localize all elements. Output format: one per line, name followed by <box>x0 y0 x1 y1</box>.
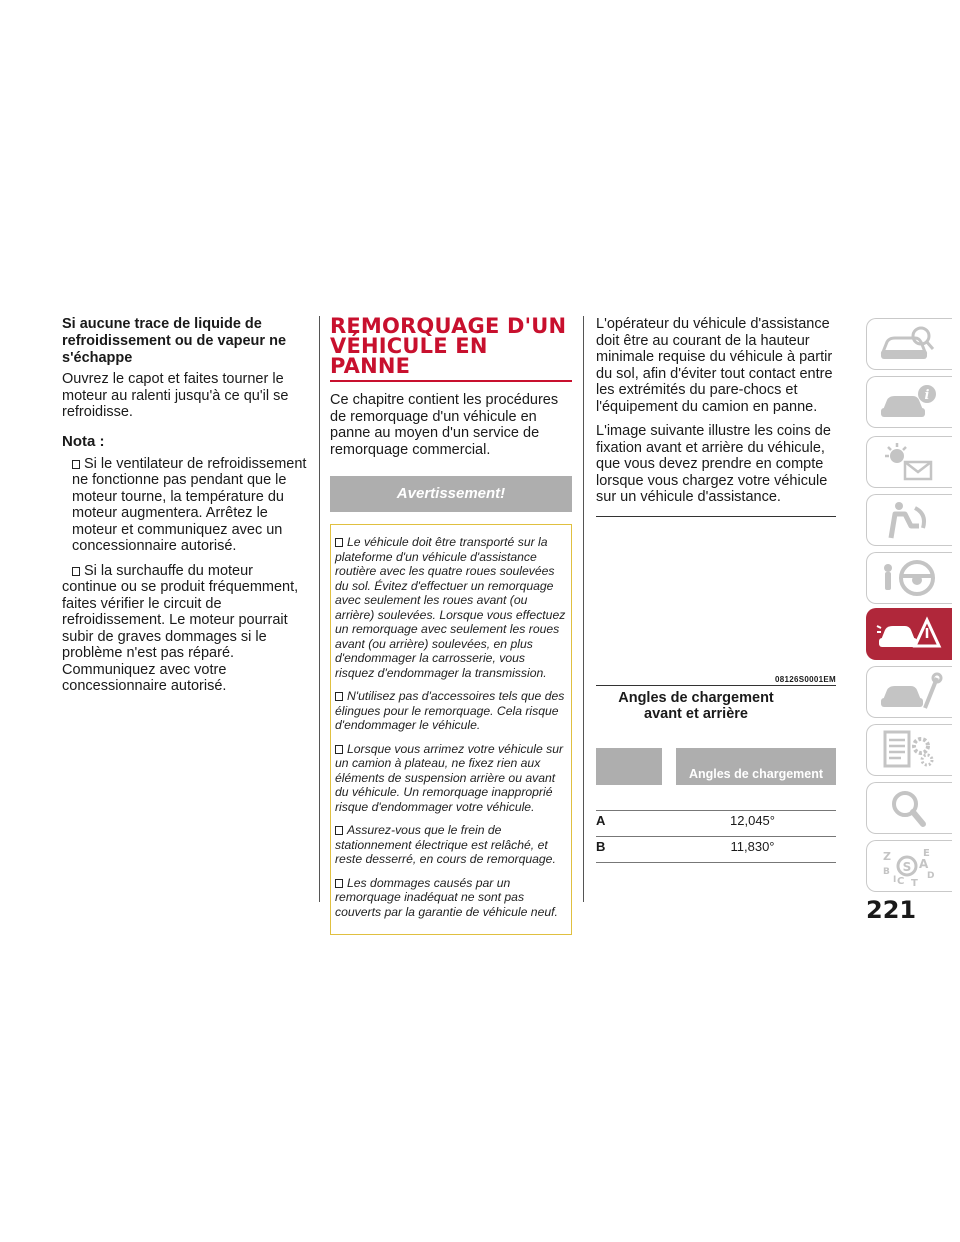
tab-car-info[interactable] <box>866 376 952 428</box>
magnifier-icon <box>875 786 945 830</box>
car-search-icon <box>875 322 945 366</box>
page-number: 221 <box>866 896 917 924</box>
chapter-title-line1: REMORQUAGE D'UN <box>330 314 567 338</box>
paragraph: L'image suivante illustre les coins de fixation avant et arrière du véhicule, que vous devez prendre en compte lorsque vous chargez votre véhicule sur un véhicule d'assistance. <box>596 423 831 505</box>
warning-box <box>330 524 572 935</box>
svg-text:I: I <box>892 875 896 885</box>
column-middle <box>330 316 572 935</box>
column-divider <box>583 316 584 902</box>
nota-label: Nota : <box>62 432 105 450</box>
figure-image-area <box>596 517 836 675</box>
checkbox-bullet-icon <box>335 879 343 888</box>
bullet-item <box>62 456 308 555</box>
alphabet-index-icon <box>875 844 945 888</box>
tab-key-steering[interactable] <box>866 552 952 604</box>
figure-caption-line1: Angles de chargement <box>618 689 774 706</box>
seat-airbag-icon <box>875 498 945 542</box>
bullet-text: Si le ventilateur de refroidissement ne fonctionne pas pendant que le moteur tourne, la température du moteur augmentera. Arrêtez le moteur et communiquez avec un concessionnaire autorisé. <box>72 455 307 554</box>
bullet-text: Si la surchauffe du moteur continue ou se produit fréquemment, faites vérifier le circuit de refroidissement. Le moteur pourrait subir de graves dommages si le problème n'est pas réparé. Communiquez avec votre concessionnaire autorisé. <box>62 562 299 694</box>
car-wrench-icon <box>875 670 945 714</box>
checkbox-bullet-icon <box>72 460 80 469</box>
tab-technical-data[interactable] <box>866 724 952 776</box>
warning-lights-message-icon <box>875 440 945 484</box>
column-left <box>62 316 308 703</box>
warning-item <box>335 823 567 867</box>
tab-car-service[interactable] <box>866 666 952 718</box>
warning-text: Les dommages causés par un remorquage inadéquat ne sont pas couverts par la garantie de véhicule neuf. <box>335 875 558 919</box>
checkbox-bullet-icon <box>335 538 343 547</box>
checkbox-bullet-icon <box>335 745 343 754</box>
row-value: 12,045° <box>669 810 836 836</box>
section-heading: Si aucune trace de liquide de refroidissement ou de vapeur ne s'échappe <box>62 316 287 366</box>
tab-car-search[interactable] <box>866 318 952 370</box>
table-header-rule <box>596 785 836 811</box>
svg-text:Z: Z <box>882 850 891 863</box>
tab-breakdown[interactable] <box>866 608 952 660</box>
column-right <box>596 316 836 863</box>
row-label: B <box>596 836 669 862</box>
svg-text:A: A <box>918 857 928 871</box>
intro-paragraph: Ce chapitre contient les procédures de remorquage d'un véhicule en panne au moyen d'un service de remorquage commercial. <box>330 392 559 458</box>
row-value: 11,830° <box>669 836 836 862</box>
warning-text: Assurez-vous que le frein de stationnement électrique est relâché, et reste desserré, en cours de remorquage. <box>335 823 556 866</box>
warning-item <box>335 742 567 815</box>
table-row <box>596 810 836 836</box>
car-breakdown-warning-icon <box>875 612 945 656</box>
tab-search[interactable] <box>866 782 952 834</box>
svg-text:S: S <box>902 860 911 874</box>
figure-code: 08126S0001EM <box>596 675 836 686</box>
warning-header: Avertissement! <box>330 476 572 512</box>
checkbox-bullet-icon <box>335 826 343 835</box>
svg-text:B: B <box>882 867 890 877</box>
table-header-angles: Angles de chargement <box>669 748 836 785</box>
loading-angles-table <box>596 748 836 863</box>
car-info-icon <box>875 380 945 424</box>
svg-text:i: i <box>924 388 929 403</box>
svg-text:E: E <box>922 848 930 859</box>
paragraph: L'opérateur du véhicule d'assistance doit être au courant de la hauteur minimale requise du véhicule à partir du sol, afin d'éviter tout contact entre les extrémités du pare-chocs et l'équipement du camion en panne. <box>596 316 833 415</box>
tab-seat-airbag[interactable] <box>866 494 952 546</box>
warning-text: Le véhicule doit être transporté sur la plateforme d'un véhicule d'assistance routière avec les quatre roues soulevées du sol. Évitez d'effectuer un remorquage avec seulement les roues avant (ou arrière) soulevées. Lorsque vous effectuez un remorquage avec seulement les roues avant (ou arrière) soulevées, en plus d'endommager la carrosserie, vous risquez d'endommager la transmission. <box>335 535 566 680</box>
table-header-blank <box>596 748 669 785</box>
chapter-title-line2: VÉHICULE EN PANNE <box>330 334 488 378</box>
tab-index[interactable] <box>866 840 952 892</box>
figure-caption-line2: avant et arrière <box>644 705 748 722</box>
warning-item <box>335 689 567 733</box>
table-header-row <box>596 748 836 785</box>
tab-warning-lights[interactable] <box>866 436 952 488</box>
figure-caption <box>596 690 836 722</box>
chapter-title <box>330 316 572 382</box>
list-gears-icon <box>875 728 945 772</box>
svg-text:T: T <box>910 878 918 888</box>
svg-text:D: D <box>926 871 934 881</box>
checkbox-bullet-icon <box>72 567 80 576</box>
bullet-item <box>62 563 308 695</box>
svg-text:C: C <box>896 876 904 887</box>
warning-text: Lorsque vous arrimez votre véhicule sur un camion à plateau, ne fixez rien aux éléments de suspension arrière ou avant du véhicule. Un remorquage inapproprié risque d'endommager votre véhicule. <box>335 741 564 814</box>
checkbox-bullet-icon <box>335 692 343 701</box>
warning-item <box>335 535 567 680</box>
row-label: A <box>596 810 669 836</box>
paragraph: Ouvrez le capot et faites tourner le moteur au ralenti jusqu'à ce qu'il se refroidisse. <box>62 371 289 420</box>
column-divider <box>319 316 320 902</box>
table-row <box>596 836 836 862</box>
warning-item <box>335 876 567 920</box>
warning-text: N'utilisez pas d'accessoires tels que des élingues pour le remorquage. Cela risque d'endommager le véhicule. <box>335 689 565 732</box>
key-steering-wheel-icon <box>875 556 945 600</box>
